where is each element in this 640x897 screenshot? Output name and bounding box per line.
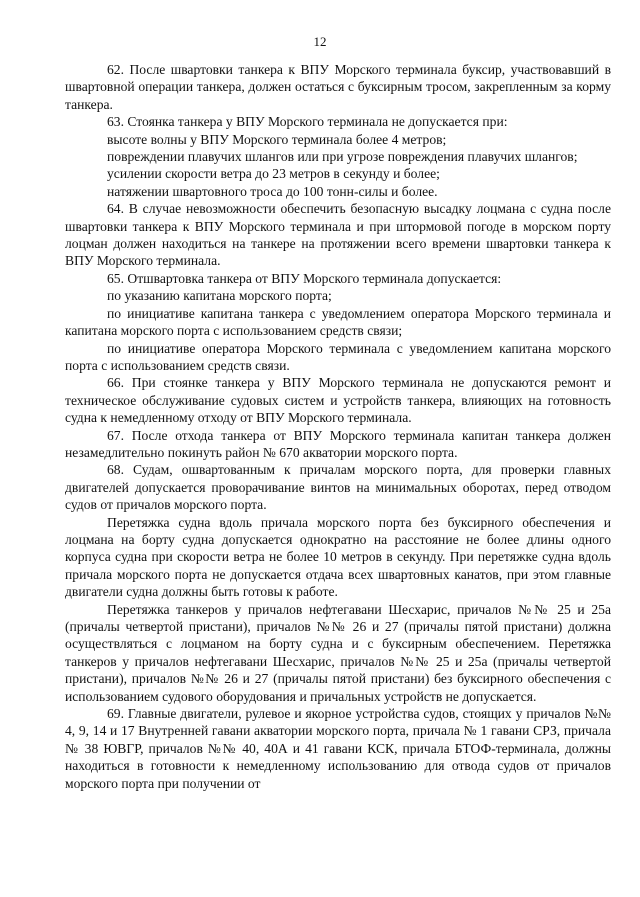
list-item-wave-height: высоте волны у ВПУ Морского терминала более 4 метров; [107,131,447,147]
paragraph-65: 65. Отшвартовка танкера от ВПУ Морского терминала допускается: [107,270,502,286]
list-item-wind-speed: усилении скорости ветра до 23 метров в секунду и более; [107,166,440,182]
paragraph-68: 68. Судам, ошвартованным к причалам морского порта, для проверки главных двигателей допускается проворачивание винтов на минимальных оборотах, перед отводом судов от причалов морского порта. [65,462,611,513]
list-item-hose-damage: повреждении плавучих шлангов или при угрозе повреждения плавучих шлангов; [107,149,578,165]
list-item-tanker-captain: по инициативе капитана танкера с уведомлением оператора Морского терминала и капитана морского порта с использованием средств связи; [65,305,611,339]
paragraph-64: 64. В случае невозможности обеспечить безопасную высадку лоцмана с судна после швартовки танкера к ВПУ Морского терминала и при штормовой погоде в морском порту лоцман должен находиться на танкере на протяжении всего времени швартовки танкера к ВПУ Морского терминала. [65,201,611,269]
paragraph-67: 67. После отхода танкера от ВПУ Морского терминала капитан танкера должен незамедлительно покинуть район № 670 акватории морского порта. [65,427,611,460]
paragraph-68-shifting: Перетяжка судна вдоль причала морского порта без буксирного обеспечения и лоцмана на борту судна допускается однократно на расстояние не более длины одного корпуса судна при скорости ветра не более 10 метров в секунду. При перетяжке судна вдоль причала морского порта не допускается отдача всех швартовных канатов, при этом главные двигатели судна должны быть готовы к работе. [65,514,611,600]
paragraph-63: 63. Стоянка танкера у ВПУ Морского терминала не допускается при: [107,114,508,130]
list-item-harbor-master: по указанию капитана морского порта; [107,288,332,304]
list-item-terminal-operator: по инициативе оператора Морского терминала с уведомлением капитана морского порта с использованием средств связи. [65,340,611,373]
paragraph-69: 69. Главные двигатели, рулевое и якорное устройства судов, стоящих у причалов №№ 4, 9, 14 и 17 Внутренней гавани акватории морского порта, причала № 1 гавани СРЗ, причала № 38 ЮВГР, причалов №№ 40, 40А и 41 гавани КСК, причала БТОФ-терминала, должны находиться в готовности к немедленному использованию для отвода судов от причалов морского порта при получении от [65,706,611,791]
document-body [65,61,611,792]
paragraph-62: 62. После швартовки танкера к ВПУ Морского терминала буксир, участвовавший в швартовной операции танкера, должен остаться с буксирным тросом, закрепленным за корму танкера. [65,62,611,112]
paragraph-66: 66. При стоянке танкера у ВПУ Морского терминала не допускаются ремонт и техническое обслуживание судовых систем и устройств танкера, влияющих на готовность судна к немедленному отходу от ВПУ Морского терминала. [65,375,611,426]
paragraph-68-tankers: Перетяжка танкеров у причалов нефтегавани Шесхарис, причалов №№ 25 и 25а (причалы четвертой пристани), причалов №№ 26 и 27 (причалы пятой пристани) должна осуществляться с лоцманом на борту судна и с буксирным обеспечением. Перетяжка танкеров у причалов нефтегавани Шесхарис, причалов №№ 25 и 25а (причалы четвертой пристани), причалов №№ 26 и 27 (причалы пятой пристани) без буксирного обеспечения с использованием судового оборудования и причальных устройств не допускается. [65,601,611,704]
page-number: 12 [313,34,327,49]
list-item-rope-tension: натяжении швартовного троса до 100 тонн-силы и более. [107,183,438,199]
